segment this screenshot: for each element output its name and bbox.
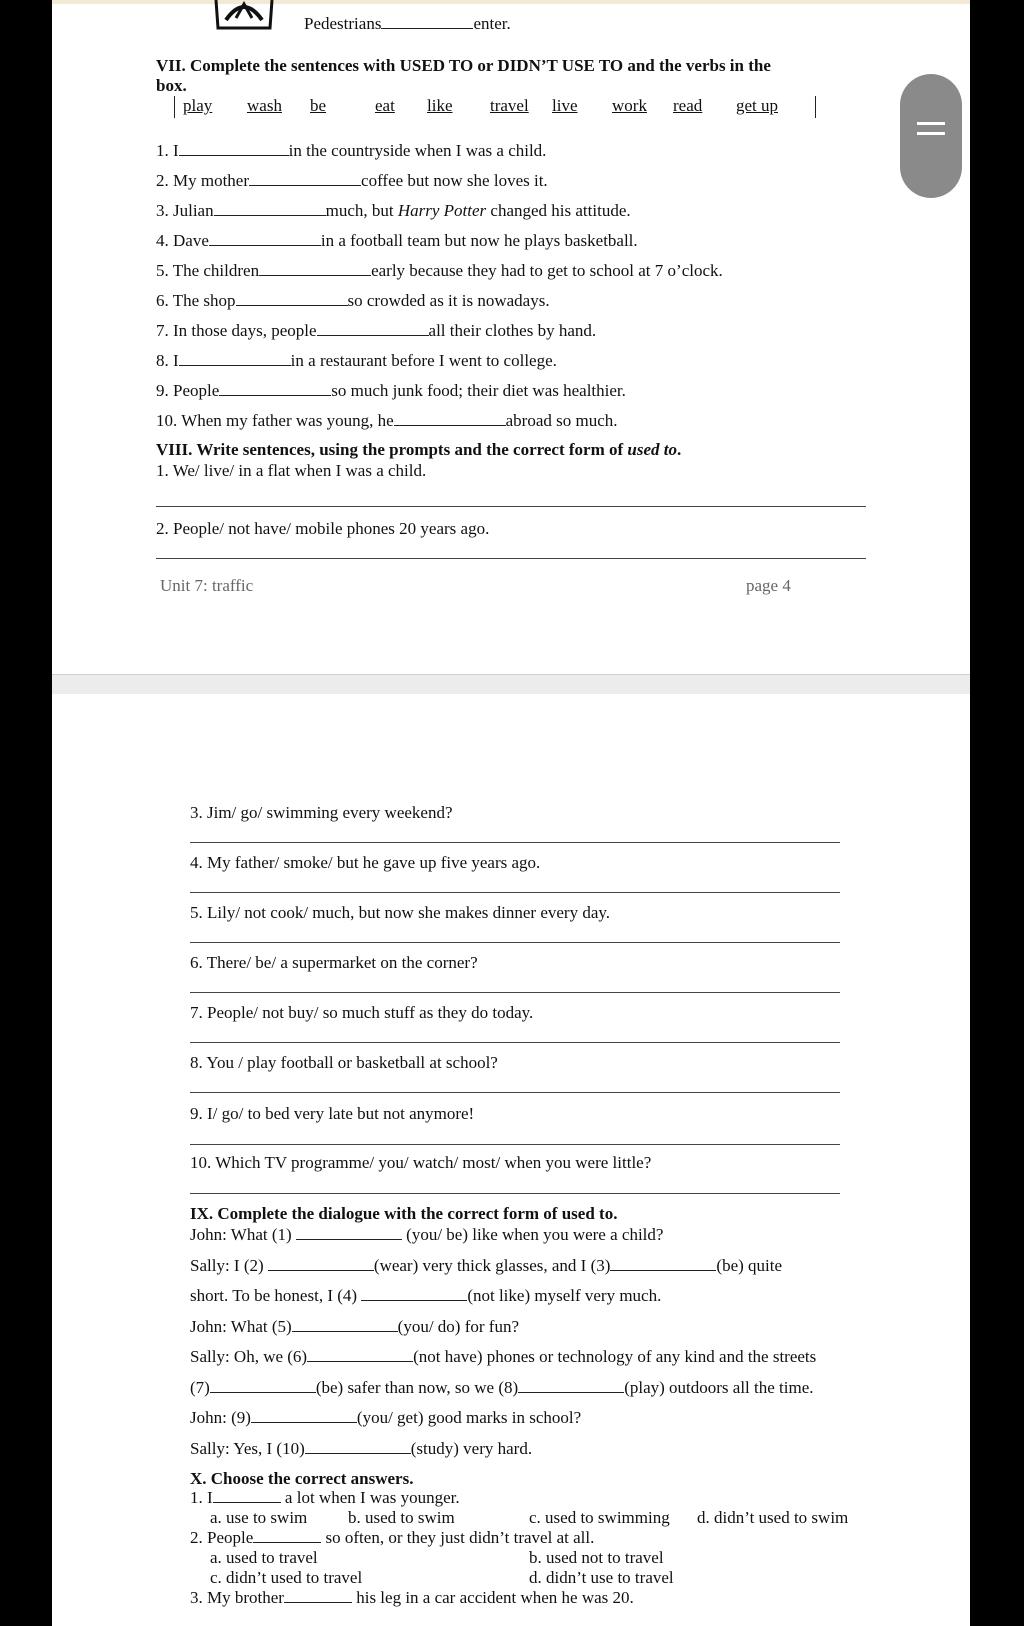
verb-word: like (427, 96, 453, 115)
grip-line-icon (917, 122, 945, 125)
answer-line (190, 1042, 840, 1043)
viii-item-7: 7. People/ not buy/ so much stuff as they do today. (190, 1003, 534, 1022)
dialogue-line-2: Sally: I (2) (wear) very thick glasses, and I (3) (be) quite (190, 1256, 783, 1275)
page-gap (52, 674, 970, 695)
footer-page-number: page 4 (746, 576, 791, 595)
verb-word: travel (490, 96, 529, 115)
section-viii-title: VIII. Write sentences, using the prompts and the correct form of used to. (156, 440, 682, 459)
dialogue-line-3: short. To be honest, I (4) (not like) myself very much. (190, 1286, 662, 1305)
section-vii-title-cont: box. (156, 76, 187, 95)
viii-item-8: 8. You / play football or basketball at school? (190, 1053, 498, 1072)
top-strip (52, 0, 970, 4)
prev-sentence: Pedestrians enter. (304, 14, 511, 33)
x-q2-option-c: c. didn’t used to travel (210, 1568, 363, 1587)
x-question-1: 1. I a lot when I was younger. (190, 1488, 460, 1507)
verb-word: read (673, 96, 703, 115)
x-q1-option-c: c. used to swimming (529, 1508, 670, 1527)
verb-word: work (612, 96, 647, 115)
viii-item-3: 3. Jim/ go/ swimming every weekend? (190, 803, 453, 822)
verb-box (174, 96, 816, 118)
footer-unit: Unit 7: traffic (160, 576, 254, 595)
answer-line (156, 506, 866, 507)
vii-item-8: 8. I in a restaurant before I went to college. (156, 351, 557, 370)
grip-line-icon (917, 132, 945, 135)
dialogue-line-1: John: What (1) (you/ be) like when you were a child? (190, 1225, 664, 1244)
answer-line (190, 992, 840, 993)
dialogue-line-5: Sally: Oh, we (6) (not have) phones or technology of any kind and the streets (190, 1347, 817, 1366)
viii-item-9: 9. I/ go/ to bed very late but not anymore! (190, 1104, 475, 1123)
dialogue-line-7: John: (9) (you/ get) good marks in school? (190, 1408, 582, 1427)
vii-item-10: 10. When my father was young, he abroad so much. (156, 411, 618, 430)
traffic-sign-icon (212, 0, 276, 32)
x-q2-option-b: b. used not to travel (529, 1548, 664, 1567)
vii-item-3: 3. Julian much, but Harry Potter changed his attitude. (156, 201, 631, 220)
x-question-3: 3. My brother his leg in a car accident when he was 20. (190, 1588, 634, 1607)
answer-line (190, 892, 840, 893)
vii-item-7: 7. In those days, people all their clothes by hand. (156, 321, 597, 340)
verb-word: live (552, 96, 578, 115)
section-ix-title: IX. Complete the dialogue with the correct form of used to. (190, 1204, 618, 1223)
x-question-2: 2. People so often, or they just didn’t travel at all. (190, 1528, 595, 1547)
viii-item-5: 5. Lily/ not cook/ much, but now she makes dinner every day. (190, 903, 611, 922)
section-vii-title: VII. Complete the sentences with USED TO or DIDN’T USE TO and the verbs in the (156, 56, 771, 75)
answer-line (190, 1144, 840, 1145)
viii-item-2: 2. People/ not have/ mobile phones 20 years ago. (156, 519, 490, 538)
answer-line (190, 1092, 840, 1093)
x-q2-option-d: d. didn’t use to travel (529, 1568, 674, 1587)
viii-item-10: 10. Which TV programme/ you/ watch/ most/ when you were little? (190, 1153, 652, 1172)
answer-line (190, 942, 840, 943)
viii-item-4: 4. My father/ smoke/ but he gave up five years ago. (190, 853, 541, 872)
x-q1-option-b: b. used to swim (348, 1508, 455, 1527)
vii-item-1: 1. I in the countryside when I was a child. (156, 141, 547, 160)
verb-word: play (183, 96, 213, 115)
vii-item-5: 5. The children early because they had to get to school at 7 o’clock. (156, 261, 723, 280)
vii-item-9: 9. People so much junk food; their diet was healthier. (156, 381, 626, 400)
answer-line (156, 558, 866, 559)
worksheet-page-top (52, 0, 970, 674)
answer-line (190, 842, 840, 843)
viii-item-1: 1. We/ live/ in a flat when I was a child. (156, 461, 427, 480)
verb-word: get up (736, 96, 779, 115)
verb-word: be (310, 96, 327, 115)
x-q1-option-d: d. didn’t used to swim (697, 1508, 849, 1527)
vii-item-2: 2. My mother coffee but now she loves it. (156, 171, 548, 190)
dialogue-line-6: (7) (be) safer than now, so we (8) (play) outdoors all the time. (190, 1378, 814, 1397)
vii-item-4: 4. Dave in a football team but now he plays basketball. (156, 231, 638, 250)
verb-word: eat (375, 96, 395, 115)
section-x-title: X. Choose the correct answers. (190, 1469, 414, 1488)
dialogue-line-8: Sally: Yes, I (10) (study) very hard. (190, 1439, 533, 1458)
dialogue-line-4: John: What (5) (you/ do) for fun? (190, 1317, 519, 1336)
x-q1-option-a: a. use to swim (210, 1508, 308, 1527)
vii-item-6: 6. The shop so crowded as it is nowadays. (156, 291, 550, 310)
x-q2-option-a: a. used to travel (210, 1548, 318, 1567)
viii-item-6: 6. There/ be/ a supermarket on the corner? (190, 953, 478, 972)
worksheet-page-bottom (52, 694, 970, 1626)
scroll-handle[interactable] (900, 74, 962, 198)
answer-line (190, 1193, 840, 1194)
verb-word: wash (247, 96, 282, 115)
